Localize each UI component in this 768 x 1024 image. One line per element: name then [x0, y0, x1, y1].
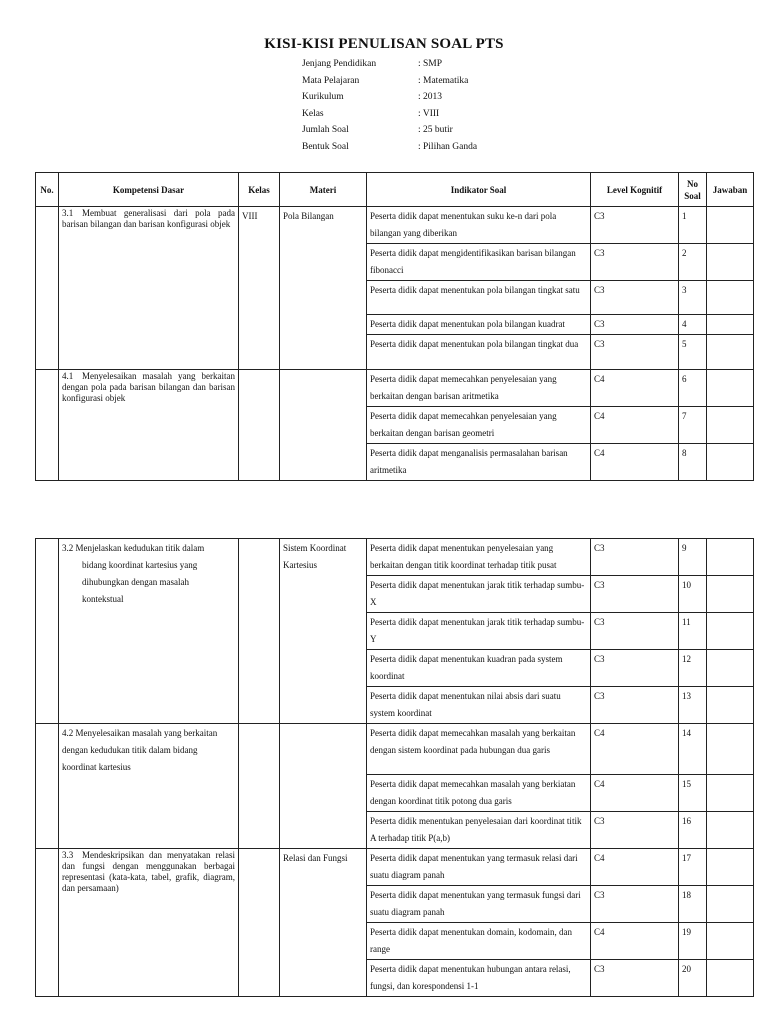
cell-no-soal: 3	[679, 281, 707, 315]
cell-indikator-soal: Peserta didik dapat menentukan yang termasuk relasi dari suatu diagram panah	[367, 849, 591, 886]
cell-indikator-soal: Peserta didik dapat memecahkan penyelesaian yang berkaitan dengan barisan aritmetika	[367, 370, 591, 407]
kisi-table-page-1	[35, 172, 754, 481]
kd-number: 4.1	[62, 371, 74, 381]
cell-no-soal: 2	[679, 244, 707, 281]
meta-value: : VIII	[418, 108, 440, 119]
meta-key: Kelas	[302, 108, 324, 119]
header-jawaban: Jawaban	[707, 173, 754, 207]
cell-indikator-soal: Peserta didik dapat menganalisis permasalahan barisan aritmetika	[367, 444, 591, 481]
cell-jawaban	[707, 335, 754, 370]
cell-no	[36, 539, 59, 724]
cell-no-soal: 20	[679, 960, 707, 997]
cell-level-kognitif: C4	[591, 849, 679, 886]
cell-jawaban	[707, 444, 754, 481]
cell-indikator-soal: Peserta didik dapat menentukan penyelesaian yang berkaitan dengan titik koordinat terhadap titik pusat	[367, 539, 591, 576]
cell-level-kognitif: C4	[591, 444, 679, 481]
cell-no-soal: 18	[679, 886, 707, 923]
table-row	[36, 539, 754, 576]
meta-key: Jenjang Pendidikan	[302, 59, 377, 69]
cell-kelas	[239, 370, 280, 481]
table-row	[36, 849, 754, 886]
kd-line: dihubungkan dengan masalah	[82, 577, 189, 587]
cell-kompetensi-dasar	[59, 207, 239, 370]
cell-jawaban	[707, 724, 754, 775]
cell-indikator-soal: Peserta didik dapat menentukan yang termasuk fungsi dari suatu diagram panah	[367, 886, 591, 923]
cell-level-kognitif: C3	[591, 687, 679, 724]
kd-line: kontekstual	[82, 594, 124, 604]
cell-indikator-soal: Peserta didik dapat menentukan pola bilangan kuadrat	[367, 315, 591, 335]
cell-level-kognitif: C3	[591, 960, 679, 997]
cell-no-soal: 19	[679, 923, 707, 960]
cell-jawaban	[707, 849, 754, 886]
cell-jawaban	[707, 613, 754, 650]
cell-jawaban	[707, 315, 754, 335]
cell-no-soal: 14	[679, 724, 707, 775]
cell-indikator-soal: Peserta didik dapat memecahkan masalah yang berkiatan dengan koordinat titik potong dua garis	[367, 775, 591, 812]
meta-value: : Matematika	[418, 75, 469, 86]
cell-indikator-soal: Peserta didik dapat menentukan jarak titik terhadap sumbu-X	[367, 576, 591, 613]
meta-row	[302, 92, 477, 109]
cell-level-kognitif: C4	[591, 724, 679, 775]
cell-no-soal: 9	[679, 539, 707, 576]
cell-materi: Pola Bilangan	[280, 207, 367, 370]
cell-no	[36, 207, 59, 370]
cell-jawaban	[707, 281, 754, 315]
cell-indikator-soal: Peserta didik dapat menentukan pola bilangan tingkat satu	[367, 281, 591, 315]
header-kompetensi-dasar: Kompetensi Dasar	[59, 173, 239, 207]
meta-row	[302, 125, 477, 142]
meta-key: Kurikulum	[302, 92, 344, 102]
meta-key: Bentuk Soal	[302, 141, 349, 152]
cell-kompetensi-dasar	[59, 849, 239, 997]
cell-level-kognitif: C3	[591, 281, 679, 315]
cell-level-kognitif: C3	[591, 335, 679, 370]
cell-kompetensi-dasar	[59, 539, 239, 724]
cell-indikator-soal: Peserta didik dapat menentukan suku ke-n dari pola bilangan yang diberikan	[367, 207, 591, 244]
cell-level-kognitif: C4	[591, 775, 679, 812]
cell-no-soal: 15	[679, 775, 707, 812]
header-kelas: Kelas	[239, 173, 280, 207]
cell-kelas	[239, 724, 280, 849]
cell-level-kognitif: C3	[591, 650, 679, 687]
cell-no-soal: 16	[679, 812, 707, 849]
cell-level-kognitif: C3	[591, 812, 679, 849]
cell-jawaban	[707, 407, 754, 444]
cell-materi	[280, 370, 367, 481]
cell-level-kognitif: C3	[591, 315, 679, 335]
cell-no-soal: 6	[679, 370, 707, 407]
header-materi: Materi	[280, 173, 367, 207]
cell-kelas: VIII	[239, 207, 280, 370]
cell-jawaban	[707, 650, 754, 687]
cell-jawaban	[707, 207, 754, 244]
meta-row	[302, 142, 477, 159]
kd-number: 3.1	[62, 208, 74, 218]
cell-jawaban	[707, 370, 754, 407]
cell-indikator-soal: Peserta didik dapat menentukan kuadran pada system koordinat	[367, 650, 591, 687]
kd-line: koordinat kartesius	[62, 762, 131, 772]
cell-indikator-soal: Peserta didik dapat menentukan jarak titik terhadap sumbu-Y	[367, 613, 591, 650]
cell-indikator-soal: Peserta didik dapat menentukan hubungan antara relasi, fungsi, dan korespondensi 1-1	[367, 960, 591, 997]
header-indikator-soal: Indikator Soal	[367, 173, 591, 207]
cell-no-soal: 7	[679, 407, 707, 444]
cell-level-kognitif: C3	[591, 244, 679, 281]
meta-row	[302, 59, 477, 76]
header-no-soal: No Soal	[679, 173, 707, 207]
cell-jawaban	[707, 812, 754, 849]
cell-no	[36, 849, 59, 997]
cell-no-soal: 4	[679, 315, 707, 335]
table-row	[36, 370, 754, 407]
cell-materi: Sistem Koordinat Kartesius	[280, 539, 367, 724]
cell-jawaban	[707, 886, 754, 923]
table-row	[36, 724, 754, 775]
cell-no-soal: 12	[679, 650, 707, 687]
cell-no-soal: 5	[679, 335, 707, 370]
cell-kompetensi-dasar	[59, 370, 239, 481]
cell-level-kognitif: C4	[591, 407, 679, 444]
cell-jawaban	[707, 960, 754, 997]
cell-jawaban	[707, 539, 754, 576]
cell-indikator-soal: Peserta didik dapat mengidentifikasikan barisan bilangan fibonacci	[367, 244, 591, 281]
cell-indikator-soal: Peserta didik dapat memecahkan penyelesaian yang berkaitan dengan barisan geometri	[367, 407, 591, 444]
cell-no	[36, 370, 59, 481]
cell-level-kognitif: C4	[591, 370, 679, 407]
cell-jawaban	[707, 775, 754, 812]
cell-no-soal: 11	[679, 613, 707, 650]
cell-indikator-soal: Peserta didik dapat menentukan domain, kodomain, dan range	[367, 923, 591, 960]
header-level-kognitif: Level Kognitif	[591, 173, 679, 207]
cell-level-kognitif: C3	[591, 613, 679, 650]
cell-indikator-soal: Peserta didik dapat memecahkan masalah yang berkaitan dengan sistem koordinat pada hubungan dua garis	[367, 724, 591, 775]
cell-jawaban	[707, 576, 754, 613]
meta-key: Mata Pelajaran	[302, 75, 360, 86]
page-title: KISI-KISI PENULISAN SOAL PTS	[264, 36, 504, 52]
cell-no-soal: 8	[679, 444, 707, 481]
meta-value: : 25 butir	[418, 125, 453, 135]
kd-line: 4.2 Menyelesaikan masalah yang berkaitan	[62, 728, 218, 738]
cell-jawaban	[707, 687, 754, 724]
kd-line: bidang koordinat kartesius yang	[82, 560, 198, 570]
cell-materi	[280, 724, 367, 849]
meta-value: : SMP	[418, 59, 443, 69]
cell-jawaban	[707, 923, 754, 960]
cell-indikator-soal: Peserta didik dapat menentukan pola bilangan tingkat dua	[367, 335, 591, 370]
document-meta	[302, 59, 477, 158]
meta-key: Jumlah Soal	[302, 125, 349, 135]
table-row	[36, 207, 754, 244]
kd-text: Membuat generalisasi dari pola pada barisan bilangan dan barisan konfigurasi objek	[62, 208, 235, 229]
cell-level-kognitif: C4	[591, 923, 679, 960]
cell-level-kognitif: C3	[591, 539, 679, 576]
cell-jawaban	[707, 244, 754, 281]
cell-no-soal: 13	[679, 687, 707, 724]
kd-line: dengan kedudukan titik dalam bidang	[62, 745, 198, 755]
kd-line: 3.2 Menjelaskan kedudukan titik dalam	[62, 543, 205, 553]
kd-text: Mendeskripsikan dan menyatakan relasi dan fungsi dengan menggunakan berbagai representasi (kata-kata, tabel, grafik, diagram, dan persamaan)	[62, 850, 235, 893]
cell-kelas	[239, 849, 280, 997]
meta-value: : Pilihan Ganda	[418, 141, 478, 152]
cell-kompetensi-dasar	[59, 724, 239, 849]
kd-number: 3.3	[62, 850, 74, 860]
cell-indikator-soal: Peserta didik dapat menentukan nilai absis dari suatu system koordinat	[367, 687, 591, 724]
cell-kelas	[239, 539, 280, 724]
meta-row	[302, 76, 477, 93]
kisi-table-page-2	[35, 538, 754, 997]
cell-no-soal: 17	[679, 849, 707, 886]
header-no: No.	[36, 173, 59, 207]
cell-materi: Relasi dan Fungsi	[280, 849, 367, 997]
kd-text: Menyelesaikan masalah yang berkaitan dengan pola pada barisan bilangan dan barisan konfigurasi objek	[62, 371, 235, 403]
meta-value: : 2013	[418, 92, 443, 102]
cell-no	[36, 724, 59, 849]
cell-no-soal: 1	[679, 207, 707, 244]
cell-level-kognitif: C3	[591, 886, 679, 923]
cell-no-soal: 10	[679, 576, 707, 613]
cell-level-kognitif: C3	[591, 576, 679, 613]
meta-row	[302, 109, 477, 126]
cell-indikator-soal: Peserta didik menentukan penyelesaian dari koordinat titik A terhadap titik P(a,b)	[367, 812, 591, 849]
cell-level-kognitif: C3	[591, 207, 679, 244]
